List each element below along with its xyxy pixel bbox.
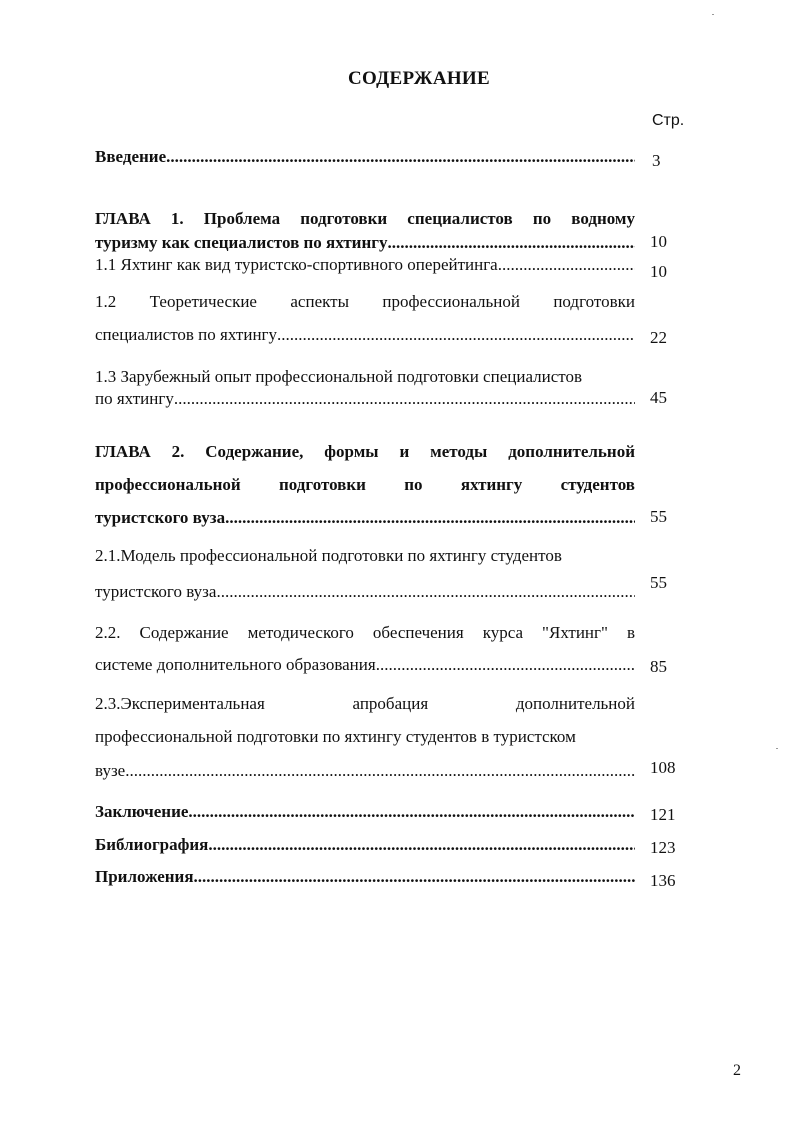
- dot-leader: [388, 232, 636, 253]
- toc-entry-label: туристского вуза: [95, 582, 217, 601]
- toc-entry-label: туристского вуза: [95, 508, 226, 527]
- page-column-header: Стр.: [652, 112, 685, 129]
- toc-entry-section-2-3-line-1[interactable]: 2.3.Экспериментальная апробация дополнительной: [95, 694, 635, 713]
- toc-entry-label: туризму как специалистов по яхтингу: [95, 233, 388, 252]
- dot-leader: [125, 760, 635, 781]
- toc-page-number: 55: [650, 507, 667, 526]
- dot-leader: [277, 324, 635, 345]
- toc-entry-label: Заключение: [95, 802, 189, 821]
- toc-entry-introduction[interactable]: [95, 146, 635, 167]
- toc-page-number: 85: [650, 657, 667, 676]
- scan-speck: [776, 748, 778, 749]
- toc-entry-chapter-2-line-1[interactable]: ГЛАВА 2. Содержание, формы и методы дополнительной: [95, 442, 635, 461]
- toc-page-number: 55: [650, 573, 667, 592]
- dot-leader: [376, 654, 635, 675]
- scan-speck: [712, 14, 714, 15]
- toc-entry-section-2-1-line-1[interactable]: 2.1.Модель профессиональной подготовки по яхтингу студентов: [95, 546, 562, 565]
- dot-leader: [225, 507, 635, 528]
- toc-page-number: 123: [650, 838, 676, 857]
- toc-page-number: 45: [650, 388, 667, 407]
- toc-entry-section-1-3-line-1[interactable]: 1.3 Зарубежный опыт профессиональной подготовки специалистов: [95, 367, 582, 386]
- page-title: СОДЕРЖАНИЕ: [348, 68, 490, 89]
- toc-entry-chapter-2-line-2[interactable]: профессиональной подготовки по яхтингу студентов: [95, 475, 635, 494]
- toc-entry-section-1-2-line-2[interactable]: [95, 324, 635, 345]
- toc-entry-label: специалистов по яхтингу: [95, 325, 278, 344]
- toc-entry-label: системе дополнительного образования: [95, 655, 376, 674]
- toc-entry-label: Приложения: [95, 867, 194, 886]
- toc-entry-label: 1.1 Яхтинг как вид туристско-спортивного оперейтинга: [95, 255, 498, 274]
- page-number: 2: [733, 1062, 741, 1079]
- toc-page-number: 136: [650, 871, 676, 890]
- toc-entry-section-2-2-line-2[interactable]: [95, 654, 635, 675]
- dot-leader: [208, 834, 635, 855]
- toc-entry-section-1-2-line-1[interactable]: 1.2 Теоретические аспекты профессиональной подготовки: [95, 292, 635, 311]
- toc-entry-chapter-1-line-1[interactable]: ГЛАВА 1. Проблема подготовки специалистов по водному: [95, 209, 635, 228]
- toc-entry-appendices[interactable]: [95, 866, 635, 887]
- dot-leader: [188, 801, 635, 822]
- toc-entry-section-1-3-line-2[interactable]: [95, 388, 635, 409]
- toc-page-number: 121: [650, 805, 676, 824]
- toc-page-number: 108: [650, 758, 676, 777]
- toc-entry-section-2-1-line-2[interactable]: [95, 581, 635, 602]
- toc-page-number: 10: [650, 262, 667, 281]
- toc-entry-label: вузе: [95, 761, 126, 780]
- toc-entry-section-2-2-line-1[interactable]: 2.2. Содержание методического обеспечения курса "Яхтинг" в: [95, 623, 635, 642]
- dot-leader: [216, 581, 635, 602]
- toc-page-number: 10: [650, 232, 667, 251]
- toc-entry-bibliography[interactable]: [95, 834, 635, 855]
- toc-entry-conclusion[interactable]: [95, 801, 635, 822]
- toc-page-number: 22: [650, 328, 667, 347]
- toc-entry-chapter-2-line-3[interactable]: [95, 507, 635, 528]
- toc-entry-section-2-3-line-3[interactable]: [95, 760, 635, 781]
- toc-entry-chapter-1-line-2[interactable]: [95, 232, 635, 253]
- toc-entry-label: Введение: [95, 147, 167, 166]
- toc-entry-section-1-1[interactable]: [95, 254, 635, 275]
- toc-page-number: 3: [652, 151, 661, 170]
- dot-leader: [174, 388, 635, 409]
- dot-leader: [498, 254, 635, 275]
- toc-entry-section-2-3-line-2[interactable]: профессиональной подготовки по яхтингу студентов в туристском: [95, 727, 576, 746]
- dot-leader: [166, 146, 635, 167]
- toc-entry-label: Библиография: [95, 835, 209, 854]
- toc-entry-label: по яхтингу: [95, 389, 174, 408]
- dot-leader: [194, 866, 635, 887]
